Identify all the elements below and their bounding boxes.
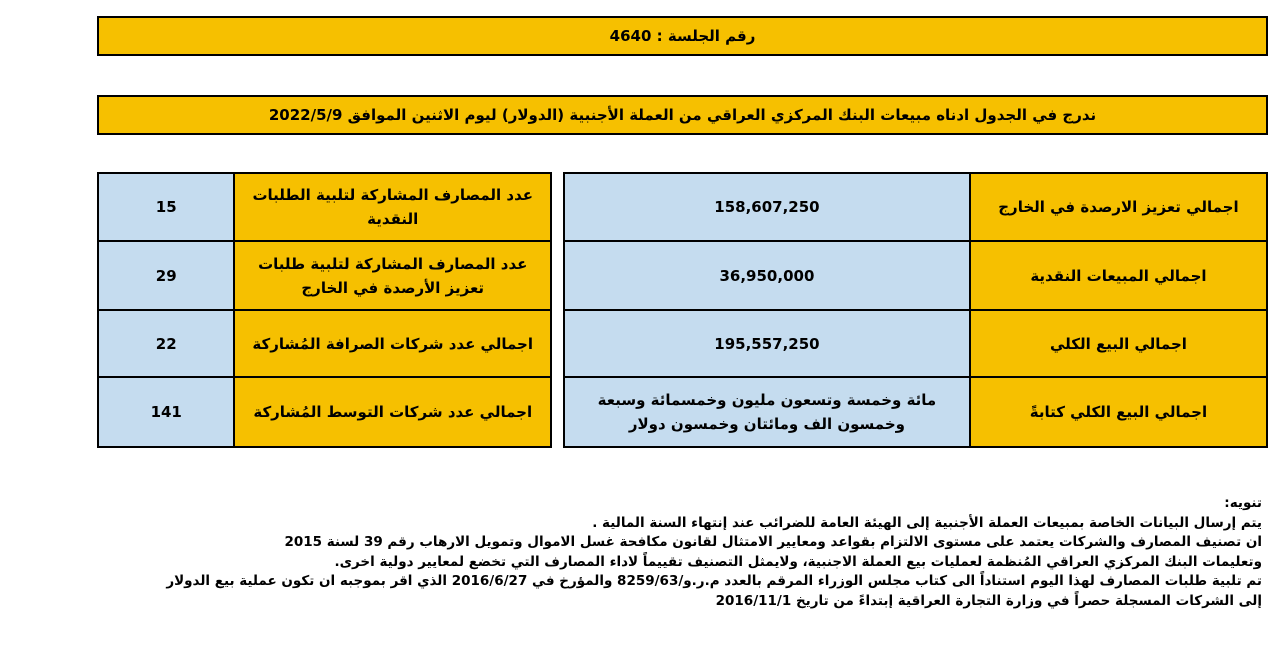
table-row bbox=[98, 173, 551, 241]
notes-section bbox=[140, 494, 1262, 611]
row-label: اجمالي البيع الكلي كتابةً bbox=[970, 377, 1267, 447]
row-label: عدد المصارف المشاركة لتلبية الطلبات النقدية bbox=[234, 173, 551, 241]
notes-line: إلى الشركات المسجلة حصراً في وزارة التجارة العراقية إبتداءً من تاريخ 2016/11/1 bbox=[715, 592, 1262, 609]
intro-text: ندرج في الجدول ادناه مبيعات البنك المركزي العراقي من العملة الأجنبية (الدولار) ليوم الاثنين الموافق 2022/5/9 bbox=[268, 106, 1097, 124]
row-value: 158,607,250 bbox=[564, 173, 970, 241]
session-number-banner bbox=[97, 16, 1268, 56]
notes-title: تنويه: bbox=[1224, 495, 1262, 511]
table-row bbox=[564, 377, 1267, 447]
row-value: 22 bbox=[98, 310, 234, 377]
row-label: اجمالي المبيعات النقدية bbox=[970, 241, 1267, 310]
intro-banner bbox=[97, 95, 1268, 135]
table-row bbox=[98, 310, 551, 377]
table-row bbox=[98, 241, 551, 310]
row-value: 141 bbox=[98, 377, 234, 447]
session-number-text: رقم الجلسة : 4640 bbox=[609, 27, 756, 45]
table-row bbox=[564, 173, 1267, 241]
table-row bbox=[564, 241, 1267, 310]
participants-table bbox=[97, 172, 552, 448]
sales-summary-table bbox=[563, 172, 1268, 448]
notes-line: وتعليمات البنك المركزي العراقي المُنظمة لعمليات بيع العملة الاجنبية، ولايمثل التصنيف تقييماً لاداء المصارف التي تخضع لمعايير دولية اخرى. bbox=[334, 553, 1262, 570]
notes-line: يتم إرسال البيانات الخاصة بمبيعات العملة الأجنبية إلى الهيئة العامة للضرائب عند إنتهاء السنة المالية . bbox=[592, 514, 1262, 531]
row-label: اجمالي عدد شركات الصرافة المُشاركة bbox=[234, 310, 551, 377]
row-value: مائة وخمسة وتسعون مليون وخمسمائة وسبعة وخمسون الف ومائتان وخمسون دولار bbox=[564, 377, 970, 447]
row-label: اجمالي تعزيز الارصدة في الخارج bbox=[970, 173, 1267, 241]
row-label: اجمالي عدد شركات التوسط المُشاركة bbox=[234, 377, 551, 447]
row-value: 15 bbox=[98, 173, 234, 241]
row-value: 195,557,250 bbox=[564, 310, 970, 377]
row-value: 36,950,000 bbox=[564, 241, 970, 310]
row-label: عدد المصارف المشاركة لتلبية طلبات تعزيز الأرصدة في الخارج bbox=[234, 241, 551, 310]
row-label: اجمالي البيع الكلي bbox=[970, 310, 1267, 377]
table-row bbox=[564, 310, 1267, 377]
notes-line: ان تصنيف المصارف والشركات يعتمد على مستوى الالتزام بقواعد ومعايير الامتثال لقانون مكافحة غسل الاموال وتمويل الارهاب رقم 39 لسنة 2015 bbox=[284, 534, 1262, 550]
notes-line: تم تلبية طلبات المصارف لهذا اليوم استناداً الى كتاب مجلس الوزراء المرقم بالعدد م.ر.و/8259/63 والمؤرخ في 2016/6/27 الذي اقر بموجبه ان تكون عملية بيع الدولار bbox=[166, 573, 1262, 589]
row-value: 29 bbox=[98, 241, 234, 310]
table-row bbox=[98, 377, 551, 447]
